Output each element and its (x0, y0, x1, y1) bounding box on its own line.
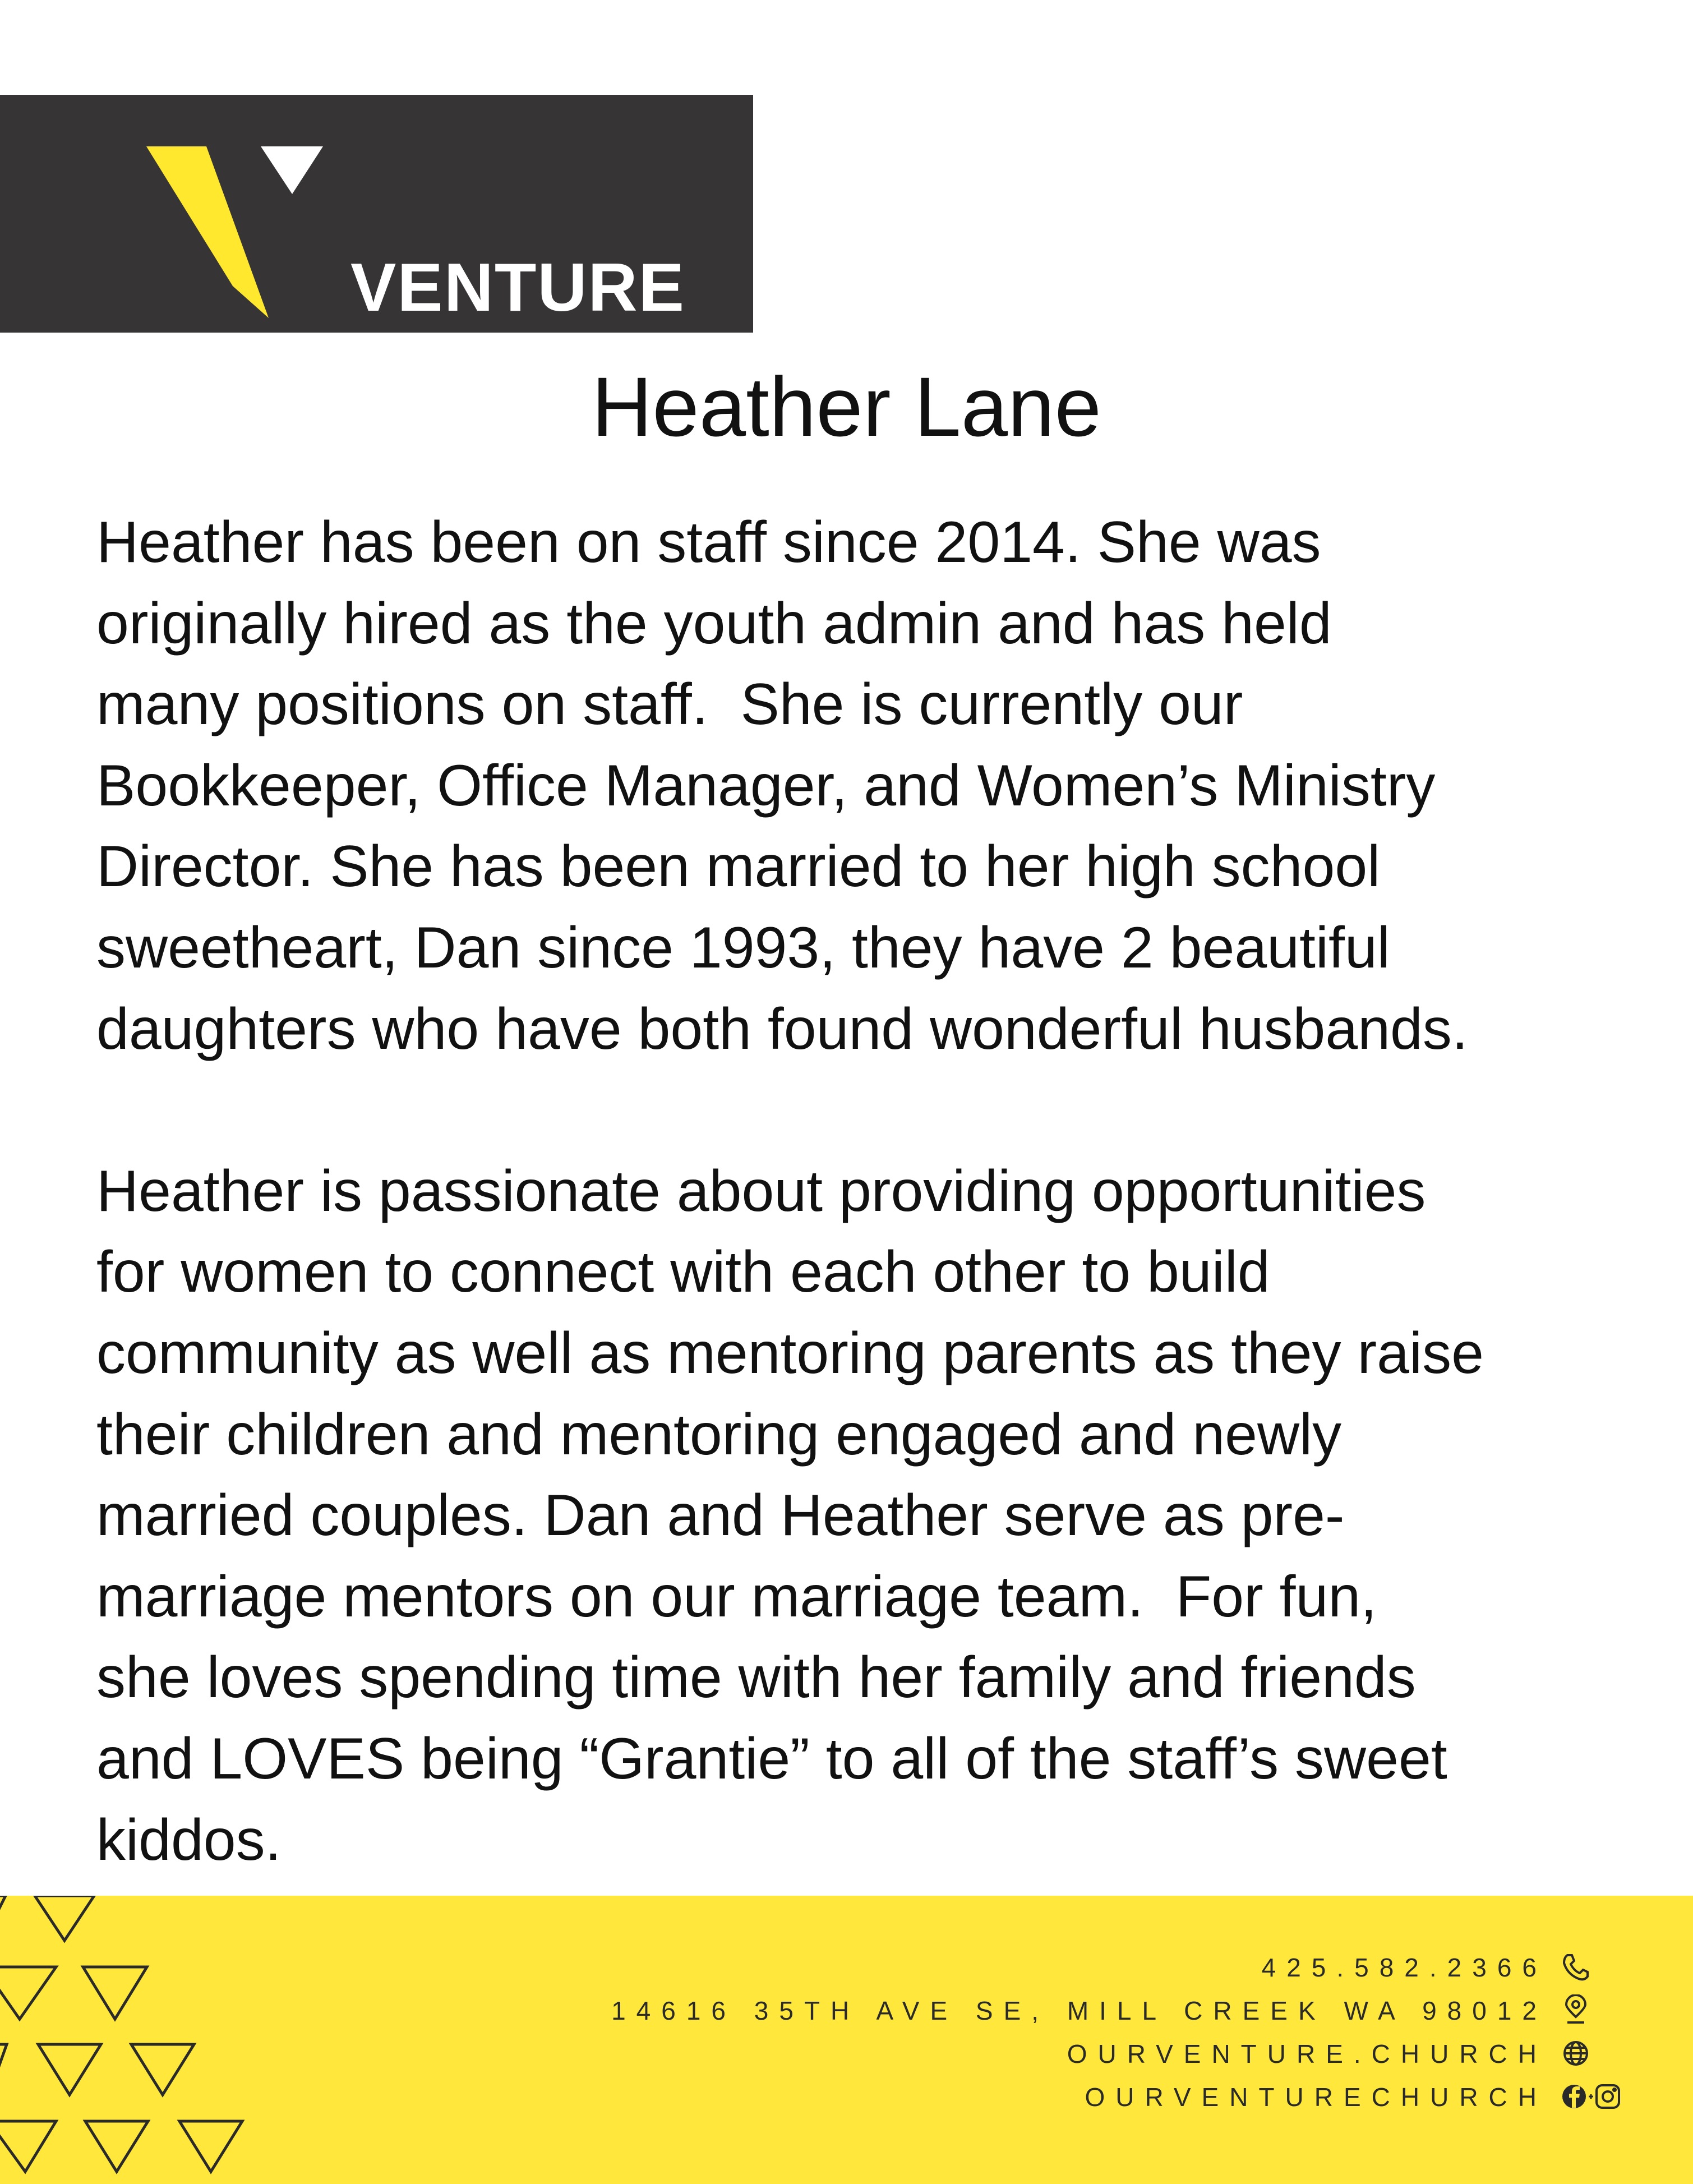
bio-line: Heather is passionate about providing opportunities (96, 1158, 1426, 1224)
phone-icon (1562, 1953, 1590, 1982)
page-title: Heather Lane (591, 360, 1101, 454)
bio-line: marriage mentors on our marriage team. For fun, (96, 1564, 1377, 1629)
bio-line: daughters who have both found wonderful husbands. (96, 996, 1468, 1062)
instagram-icon (1597, 2085, 1619, 2108)
triangle-pattern-icon (0, 1896, 280, 2184)
bio-text (96, 502, 1484, 1881)
bio-line: community as well as mentoring parents as they raise (96, 1320, 1484, 1386)
logo-yellow-stroke (146, 146, 269, 318)
bio-line: and LOVES being “Grantie” to all of the staff’s sweet (96, 1726, 1447, 1791)
footer-website[interactable]: OURVENTURE.CHURCH (1067, 2039, 1547, 2068)
bio-line: Bookkeeper, Office Manager, and Women’s Ministry (96, 753, 1436, 818)
bio-line: sweetheart, Dan since 1993, they have 2 beautiful (96, 915, 1390, 980)
bio-line: Director. She has been married to her high school (96, 834, 1381, 900)
globe-icon (1562, 2039, 1590, 2067)
footer-social[interactable]: OURVENTURECHURCH (1085, 2082, 1547, 2112)
venture-v-logo-icon (0, 95, 336, 333)
bio-line: kiddos. (96, 1807, 282, 1873)
bio-line: for women to connect with each other to build (96, 1240, 1270, 1305)
bio-line: married couples. Dan and Heather serve as pre- (96, 1483, 1345, 1549)
location-pin-icon (1562, 1994, 1590, 2026)
logo-white-triangle (261, 146, 323, 194)
logo-banner (0, 95, 753, 373)
bio-line: she loves spending time with her family and friends (96, 1645, 1416, 1711)
facebook-icon (1562, 2082, 1623, 2111)
bio-line: many positions on staff. She is currently our (96, 672, 1243, 738)
logo-text-church: CHURCH (352, 325, 568, 373)
bio-line: originally hired as the youth admin and has held (96, 591, 1332, 656)
footer (0, 1896, 1693, 2184)
bio-line: Heather has been on staff since 2014. She was (96, 510, 1321, 575)
footer-phone[interactable]: 425.582.2366 (1261, 1953, 1547, 1982)
footer-address[interactable]: 14616 35TH AVE SE, MILL CREEK WA 98012 (611, 1996, 1547, 2025)
bio-line: their children and mentoring engaged and newly (96, 1402, 1342, 1467)
logo-text-venture: VENTURE (350, 249, 685, 325)
